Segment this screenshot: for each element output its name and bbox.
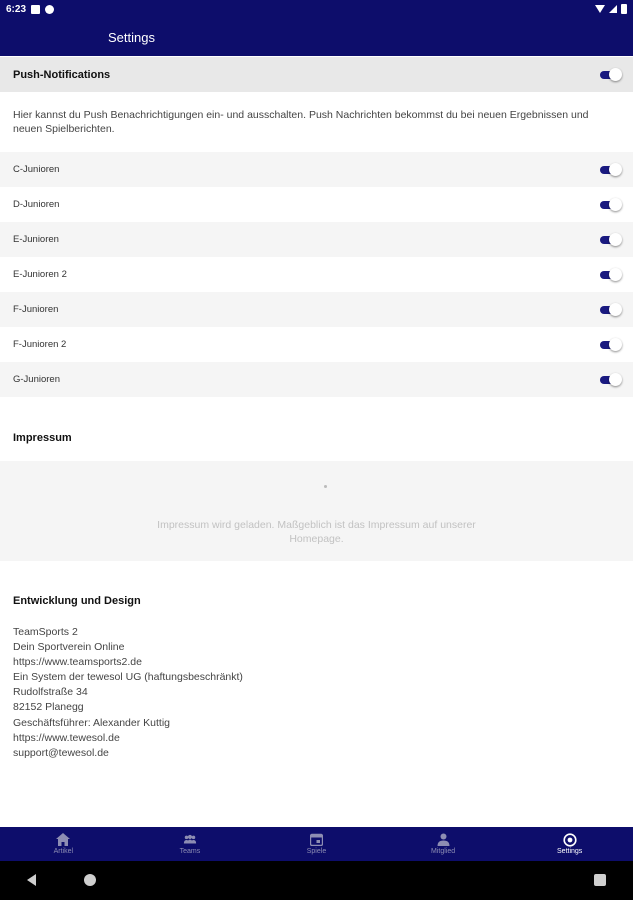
- team-row-d-junioren: [0, 187, 633, 222]
- toggle-thumb: [609, 68, 622, 81]
- team-row-f-junioren-2: [0, 327, 633, 362]
- team-row-g-junioren: [0, 362, 633, 397]
- nav-item-artikel[interactable]: [0, 827, 127, 861]
- settings-icon: [563, 833, 577, 846]
- team-label: E-Junioren: [13, 234, 59, 245]
- nav-label: Settings: [557, 848, 583, 855]
- dev-line-city: 82152 Planegg: [13, 701, 84, 714]
- toggle-thumb: [609, 303, 622, 316]
- dev-line-ceo: Geschäftsführer: Alexander Kuttig: [13, 716, 171, 729]
- back-icon[interactable]: [27, 874, 36, 886]
- nav-item-spiele[interactable]: [253, 827, 380, 861]
- team-label: G-Junioren: [13, 374, 60, 385]
- team-row-e-junioren-2: [0, 257, 633, 292]
- bottom-navigation: [0, 827, 633, 861]
- team-toggle-d-junioren[interactable]: [598, 198, 620, 211]
- nav-label: Artikel: [53, 848, 74, 855]
- home-button-icon[interactable]: [84, 874, 96, 886]
- recent-apps-icon[interactable]: [594, 874, 606, 886]
- team-toggle-e-junioren-2[interactable]: [598, 268, 620, 281]
- development-title: Entwicklung und Design: [13, 595, 141, 607]
- sim-icon: [31, 5, 40, 14]
- team-label: C-Junioren: [13, 164, 60, 175]
- team-toggle-f-junioren-2[interactable]: [598, 338, 620, 351]
- team-label: D-Junioren: [13, 199, 60, 210]
- page-title: Settings: [108, 30, 155, 45]
- loading-indicator: [324, 485, 327, 488]
- toggle-thumb: [609, 198, 622, 211]
- team-row-c-junioren: [0, 152, 633, 187]
- dev-line-street: Rudolfstraße 34: [13, 686, 88, 699]
- team-toggle-c-junioren[interactable]: [598, 163, 620, 176]
- team-toggle-e-junioren[interactable]: [598, 233, 620, 246]
- calendar-icon: [309, 833, 323, 846]
- impressum-loading-text: Impressum wird geladen. Maßgeblich ist das Impressum auf unserer Homepage.: [157, 519, 476, 545]
- toggle-thumb: [609, 373, 622, 386]
- team-label: E-Junioren 2: [13, 269, 67, 280]
- push-master-toggle[interactable]: [598, 68, 620, 81]
- signal-icon: [609, 5, 617, 13]
- status-time: 6:23: [6, 3, 27, 15]
- status-bar: [0, 0, 633, 18]
- impressum-title: Impressum: [13, 432, 72, 444]
- team-toggle-g-junioren[interactable]: [598, 373, 620, 386]
- nav-label: Mitglied: [431, 848, 456, 855]
- nav-item-mitglied[interactable]: [380, 827, 507, 861]
- push-notifications-header: [0, 57, 633, 92]
- nav-label: Teams: [179, 848, 201, 855]
- dev-line-company: Ein System der tewesol UG (haftungsbeschränkt): [13, 671, 243, 684]
- status-right: [595, 4, 627, 14]
- notification-icon: [45, 5, 54, 14]
- home-icon: [56, 833, 70, 846]
- system-navigation-bar: [0, 861, 633, 900]
- battery-icon: [621, 4, 627, 14]
- app-bar: [0, 18, 633, 56]
- wifi-icon: [595, 5, 605, 13]
- dev-line-tagline: Dein Sportverein Online: [13, 641, 125, 654]
- team-row-e-junioren: [0, 222, 633, 257]
- toggle-thumb: [609, 163, 622, 176]
- dev-line-company-link[interactable]: https://www.tewesol.de: [13, 731, 120, 744]
- nav-item-teams[interactable]: [127, 827, 254, 861]
- dev-line-support-email[interactable]: support@tewesol.de: [13, 746, 109, 759]
- group-icon: [183, 833, 197, 846]
- person-icon: [436, 833, 450, 846]
- impressum-container: [0, 461, 633, 561]
- nav-item-settings[interactable]: [506, 827, 633, 861]
- team-toggle-f-junioren[interactable]: [598, 303, 620, 316]
- status-left: [6, 4, 54, 15]
- dev-line-app-name: TeamSports 2: [13, 626, 78, 638]
- push-notifications-title: Push-Notifications: [13, 68, 111, 81]
- nav-label: Spiele: [306, 848, 327, 855]
- toggle-thumb: [609, 233, 622, 246]
- toggle-thumb: [609, 338, 622, 351]
- toggle-thumb: [609, 268, 622, 281]
- dev-line-app-link[interactable]: https://www.teamsports2.de: [13, 656, 142, 669]
- push-description: Hier kannst du Push Benachrichtigungen ein- und ausschalten. Push Nachrichten bekommst du bei neuen Ergebnissen und neuen Spielberichten.: [13, 109, 589, 135]
- team-row-f-junioren: [0, 292, 633, 327]
- team-notification-list: [0, 152, 633, 397]
- development-info: [13, 625, 243, 761]
- team-label: F-Junioren 2: [13, 339, 67, 350]
- team-label: F-Junioren: [13, 304, 59, 315]
